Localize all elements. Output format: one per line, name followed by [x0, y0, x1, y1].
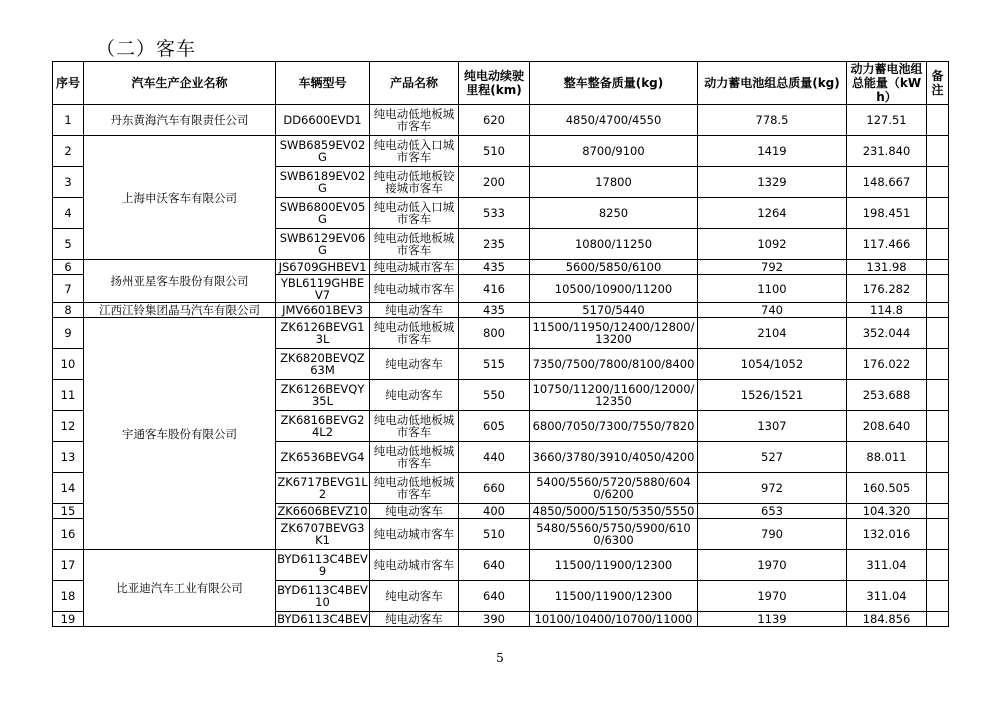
cell-seq: 14: [53, 473, 84, 504]
cell-mass: 3660/3780/3910/4050/4200: [530, 442, 698, 473]
cell-seq: 7: [53, 275, 84, 303]
cell-seq: 18: [53, 581, 84, 612]
header-model: 车辆型号: [276, 62, 370, 105]
cell-note: [927, 260, 949, 275]
cell-range: 416: [459, 275, 530, 303]
cell-note: [927, 411, 949, 442]
header-battery-energy: 动力蓄电池组总能量（kWh）: [847, 62, 927, 105]
cell-range: 533: [459, 198, 530, 229]
cell-product: 纯电动客车: [370, 303, 459, 318]
cell-seq: 9: [53, 318, 84, 349]
cell-model: ZK6707BEVG3K1: [276, 519, 370, 550]
cell-model: SWB6800EV05G: [276, 198, 370, 229]
cell-battery-mass: 653: [698, 504, 847, 519]
cell-note: [927, 303, 949, 318]
cell-range: 440: [459, 442, 530, 473]
cell-model: BYD6113C4BEV10: [276, 581, 370, 612]
cell-mass: 7350/7500/7800/8100/8400: [530, 349, 698, 380]
cell-product: 纯电动低入口城市客车: [370, 136, 459, 167]
cell-range: 515: [459, 349, 530, 380]
cell-mass: 5170/5440: [530, 303, 698, 318]
cell-range: 660: [459, 473, 530, 504]
cell-mass: 17800: [530, 167, 698, 198]
cell-battery-mass: 1100: [698, 275, 847, 303]
cell-battery-energy: 253.688: [847, 380, 927, 411]
cell-seq: 5: [53, 229, 84, 260]
header-notes: 备注: [927, 62, 949, 105]
cell-battery-mass: 792: [698, 260, 847, 275]
cell-battery-mass: 1054/1052: [698, 349, 847, 380]
cell-note: [927, 275, 949, 303]
cell-battery-mass: 790: [698, 519, 847, 550]
cell-battery-energy: 352.044: [847, 318, 927, 349]
cell-battery-mass: 1092: [698, 229, 847, 260]
cell-battery-energy: 176.282: [847, 275, 927, 303]
cell-product: 纯电动低地板城市客车: [370, 229, 459, 260]
cell-note: [927, 581, 949, 612]
cell-note: [927, 519, 949, 550]
cell-note: [927, 136, 949, 167]
header-seq: 序号: [53, 62, 84, 105]
page-number: 5: [496, 651, 504, 665]
cell-product: 纯电动低地板铰接城市客车: [370, 167, 459, 198]
cell-battery-mass: 527: [698, 442, 847, 473]
header-mass: 整车整备质量(kg): [530, 62, 698, 105]
cell-seq: 12: [53, 411, 84, 442]
cell-range: 400: [459, 504, 530, 519]
cell-mass: 5400/5560/5720/5880/6040/6200: [530, 473, 698, 504]
cell-range: 620: [459, 105, 530, 136]
cell-model: ZK6126BEVG13L: [276, 318, 370, 349]
header-range: 纯电动续驶里程(km): [459, 62, 530, 105]
header-company: 汽车生产企业名称: [84, 62, 276, 105]
cell-battery-mass: 1526/1521: [698, 380, 847, 411]
cell-company: 扬州亚星客车股份有限公司: [84, 260, 276, 303]
cell-battery-energy: 184.856: [847, 612, 927, 627]
cell-product: 纯电动城市客车: [370, 260, 459, 275]
cell-range: 435: [459, 303, 530, 318]
table-row: [53, 550, 949, 581]
cell-product: 纯电动城市客车: [370, 519, 459, 550]
cell-battery-mass: 778.5: [698, 105, 847, 136]
table-row: [53, 260, 949, 275]
cell-range: 390: [459, 612, 530, 627]
table-row: [53, 318, 949, 349]
cell-mass: 5480/5560/5750/5900/6100/6300: [530, 519, 698, 550]
cell-note: [927, 198, 949, 229]
cell-company: 比亚迪汽车工业有限公司: [84, 550, 276, 627]
cell-note: [927, 442, 949, 473]
cell-model: ZK6536BEVG4: [276, 442, 370, 473]
cell-seq: 2: [53, 136, 84, 167]
cell-product: 纯电动低地板城市客车: [370, 442, 459, 473]
cell-mass: 10750/11200/11600/12000/12350: [530, 380, 698, 411]
cell-model: JS6709GHBEV1: [276, 260, 370, 275]
cell-range: 605: [459, 411, 530, 442]
cell-note: [927, 550, 949, 581]
cell-battery-mass: 1419: [698, 136, 847, 167]
cell-model: SWB6129EV06G: [276, 229, 370, 260]
cell-mass: 8700/9100: [530, 136, 698, 167]
cell-note: [927, 105, 949, 136]
cell-note: [927, 473, 949, 504]
cell-mass: 11500/11900/12300: [530, 550, 698, 581]
cell-seq: 13: [53, 442, 84, 473]
cell-product: 纯电动客车: [370, 581, 459, 612]
cell-note: [927, 229, 949, 260]
cell-model: ZK6606BEVZ10: [277, 504, 368, 518]
section-title: （二）客车: [96, 38, 197, 60]
cell-battery-mass: 1264: [698, 198, 847, 229]
cell-battery-energy: 131.98: [847, 260, 927, 275]
cell-model: YBL6119GHBEV7: [276, 275, 370, 303]
cell-range: 200: [459, 167, 530, 198]
cell-battery-energy: 132.016: [847, 519, 927, 550]
cell-battery-energy: 104.320: [847, 504, 927, 519]
cell-seq: 15: [53, 504, 84, 519]
cell-mass: 4850/4700/4550: [530, 105, 698, 136]
cell-note: [927, 504, 949, 519]
cell-note: [927, 167, 949, 198]
cell-battery-energy: 117.466: [847, 229, 927, 260]
cell-range: 800: [459, 318, 530, 349]
cell-range: 235: [459, 229, 530, 260]
cell-model: DD6600EVD1: [276, 105, 370, 136]
cell-mass: 4850/5000/5150/5350/5550: [530, 504, 698, 519]
header-battery-mass: 动力蓄电池组总质量(kg): [698, 62, 847, 105]
cell-range: 510: [459, 519, 530, 550]
cell-product: 纯电动客车: [370, 380, 459, 411]
cell-product: 纯电动客车: [370, 612, 459, 627]
cell-range: 435: [459, 260, 530, 275]
cell-battery-mass: 1307: [698, 411, 847, 442]
cell-note: [927, 612, 949, 627]
cell-battery-energy: 114.8: [847, 303, 927, 318]
cell-mass: 8250: [530, 198, 698, 229]
cell-mass: 6800/7050/7300/7550/7820: [530, 411, 698, 442]
cell-model: ZK6820BEVQZ63M: [276, 349, 370, 380]
cell-seq: 10: [53, 349, 84, 380]
cell-mass: 11500/11950/12400/12800/13200: [530, 318, 698, 349]
cell-note: [927, 318, 949, 349]
cell-battery-energy: 148.667: [847, 167, 927, 198]
cell-model: SWB6189EV02G: [276, 167, 370, 198]
cell-product: 纯电动低地板城市客车: [370, 411, 459, 442]
cell-model: BYD6113C4BEV: [277, 612, 368, 626]
cell-company: 上海申沃客车有限公司: [84, 136, 276, 260]
cell-range: 510: [459, 136, 530, 167]
cell-seq: 8: [53, 303, 84, 318]
cell-company: 宇通客车股份有限公司: [84, 318, 276, 550]
header-product: 产品名称: [370, 62, 459, 105]
cell-seq: 3: [53, 167, 84, 198]
table-header-row: [53, 62, 949, 105]
cell-mass: 10800/11250: [530, 229, 698, 260]
cell-seq: 17: [53, 550, 84, 581]
cell-company: 江西江铃集团晶马汽车有限公司: [84, 303, 276, 318]
table-row: [53, 105, 949, 136]
cell-note: [927, 349, 949, 380]
cell-mass: 10500/10900/11200: [530, 275, 698, 303]
cell-model: ZK6816BEVG24L2: [276, 411, 370, 442]
cell-battery-energy: 160.505: [847, 473, 927, 504]
cell-product: 纯电动低地板城市客车: [370, 318, 459, 349]
cell-battery-energy: 208.640: [847, 411, 927, 442]
cell-model: ZK6717BEVG1L2: [276, 473, 370, 504]
cell-mass: 5600/5850/6100: [530, 260, 698, 275]
cell-range: 550: [459, 380, 530, 411]
cell-battery-energy: 311.04: [847, 581, 927, 612]
cell-range: 640: [459, 550, 530, 581]
cell-battery-energy: 198.451: [847, 198, 927, 229]
cell-note: [927, 380, 949, 411]
cell-battery-energy: 176.022: [847, 349, 927, 380]
cell-battery-mass: 1139: [698, 612, 847, 627]
cell-product: 纯电动低入口城市客车: [370, 198, 459, 229]
cell-seq: 1: [53, 105, 84, 136]
cell-battery-mass: 1329: [698, 167, 847, 198]
cell-battery-energy: 311.04: [847, 550, 927, 581]
cell-product: 纯电动低地板城市客车: [370, 105, 459, 136]
cell-battery-mass: 972: [698, 473, 847, 504]
cell-seq: 6: [53, 260, 84, 275]
cell-seq: 11: [53, 380, 84, 411]
cell-battery-mass: 740: [698, 303, 847, 318]
cell-battery-mass: 1970: [698, 581, 847, 612]
cell-company: 丹东黄海汽车有限责任公司: [84, 105, 276, 136]
cell-product: 纯电动城市客车: [370, 275, 459, 303]
table-row: [53, 136, 949, 167]
cell-battery-mass: 2104: [698, 318, 847, 349]
cell-product: 纯电动城市客车: [370, 550, 459, 581]
cell-model: ZK6126BEVQY35L: [276, 380, 370, 411]
cell-model: SWB6859EV02G: [276, 136, 370, 167]
cell-product: 纯电动低地板城市客车: [370, 473, 459, 504]
cell-mass: 10100/10400/10700/11000: [530, 612, 698, 627]
cell-model: JMV6601BEV3: [276, 303, 370, 318]
cell-mass: 11500/11900/12300: [530, 581, 698, 612]
cell-battery-mass: 1970: [698, 550, 847, 581]
cell-model: BYD6113C4BEV9: [276, 550, 370, 581]
table-row: [53, 303, 949, 318]
cell-battery-energy: 231.840: [847, 136, 927, 167]
cell-seq: 16: [53, 519, 84, 550]
cell-range: 640: [459, 581, 530, 612]
cell-battery-energy: 88.011: [847, 442, 927, 473]
cell-product: 纯电动客车: [370, 349, 459, 380]
vehicle-table: [52, 61, 949, 627]
cell-battery-energy: 127.51: [847, 105, 927, 136]
cell-product: 纯电动客车: [370, 504, 459, 519]
cell-seq: 4: [53, 198, 84, 229]
cell-seq: 19: [53, 612, 84, 627]
